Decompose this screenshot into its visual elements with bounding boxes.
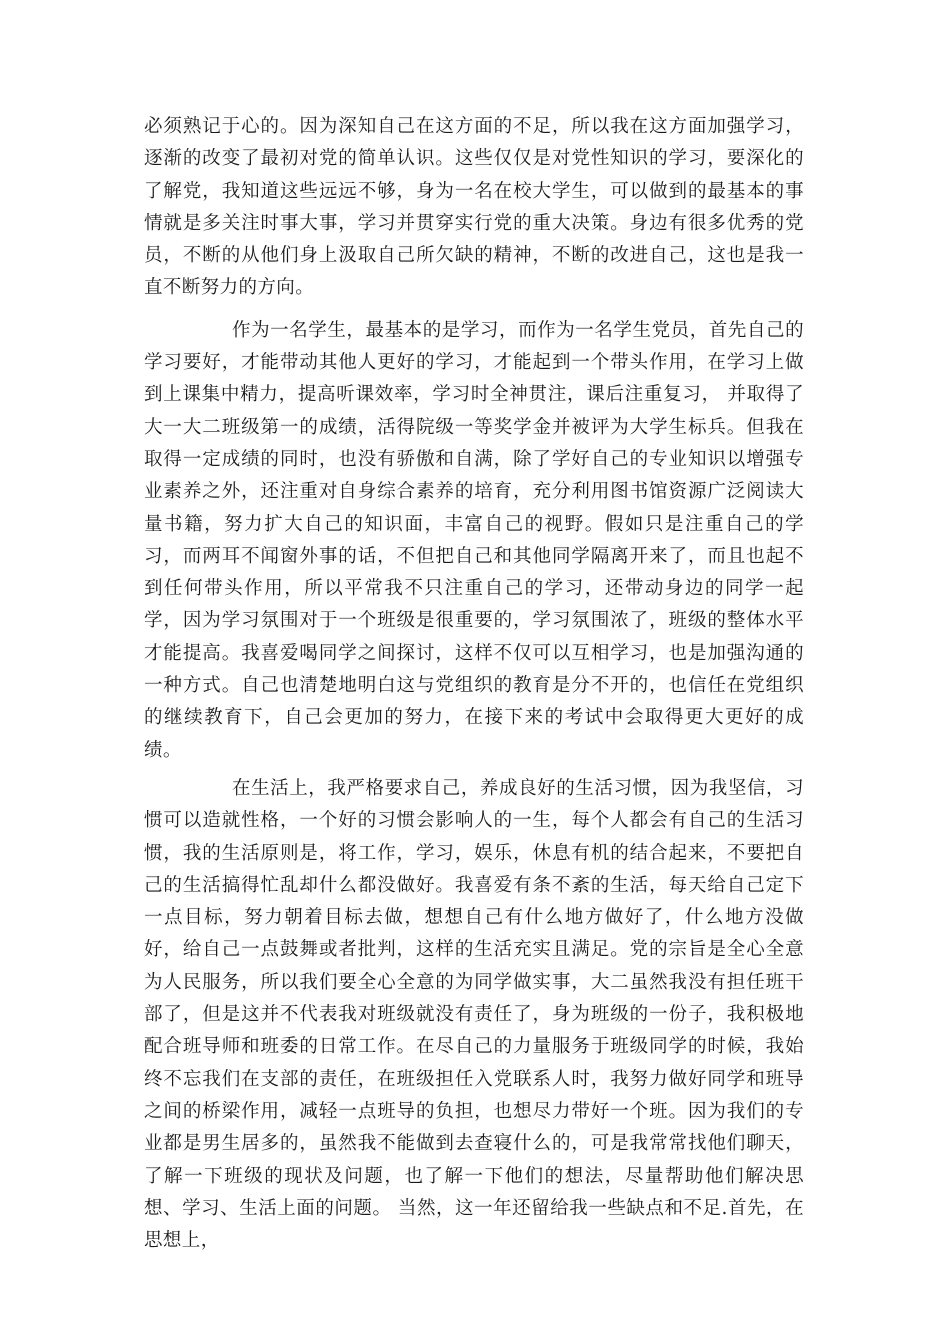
paragraph-study: 作为一名学生，最基本的是学习，而作为一名学生党员，首先自己的学习要好，才能带动其他人更好的学习，才能起到一个带头作用，在学习上做到上课集中精力，提高听课效率，学习时全神贯注，课后注重复习， 并取得了大一大二班级第一的成绩，活得院级一等奖学金并被评为大学生标兵。但我在取得一定成绩的同时，也没有骄傲和自满，除了学好自己的专业知识以增强专业素养之外，还注重对自身综合素养的培育，充分利用图书馆资源广泛阅读大量书籍，努力扩大自己的知识面，丰富自己的视野。假如只是注重自己的学习，而两耳不闻窗外事的话，不但把自己和其他同学隔离开来了，而且也起不到任何带头作用，所以平常我不只注重自己的学习，还带动身边的同学一起学，因为学习氛围对于一个班级是很重要的，学习氛围浓了，班级的整体水平才能提高。我喜爱喝同学之间探讨，这样不仅可以互相学习，也是加强沟通的一种方式。自己也清楚地明白这与党组织的教育是分不开的，也信任在党组织的继续教育下，自己会更加的努力，在接下来的考试中会取得更大更好的成绩。: [144, 319, 804, 761]
document-body: [144, 111, 804, 1257]
paragraph-life: 在生活上，我严格要求自己，养成良好的生活习惯，因为我坚信，习惯可以造就性格，一个好的习惯会影响人的一生，每个人都会有自己的生活习惯，我的生活原则是，将工作，学习，娱乐，休息有机的结合起来，不要把自己的生活搞得忙乱却什么都没做好。我喜爱有条不紊的生活，每天给自己定下一点目标，努力朝着目标去做，想想自己有什么地方做好了，什么地方没做好，给自己一点鼓舞或者批判，这样的生活充实且满足。党的宗旨是全心全意为人民服务，所以我们要全心全意的为同学做实事，大二虽然我没有担任班干部了，但是这并不代表我对班级就没有责任了，身为班级的一份子，我积极地配合班导师和班委的日常工作。在尽自己的力量服务于班级同学的时候，我始终不忘我们在支部的责任，在班级担任入党联系人时，我努力做好同学和班导之间的桥梁作用，减轻一点班导的负担，也想尽力带好一个班。因为我们的专业都是男生居多的，虽然我不能做到去查寝什么的，可是我常常找他们聊天，了解一下班级的现状及问题，也了解一下他们的想法，尽量帮助他们解决思想、学习、生活上面的问题。 当然，这一年还留给我一些缺点和不足.首先，在思想上，: [144, 777, 804, 1252]
paragraph-party-knowledge: 必须熟记于心的。因为深知自己在这方面的不足，所以我在这方面加强学习，逐渐的改变了最初对党的简单认识。这些仅仅是对党性知识的学习，要深化的了解党，我知道这些远远不够，身为一名在校大学生，可以做到的最基本的事情就是多关注时事大事，学习并贯穿实行党的重大决策。身边有很多优秀的党员，不断的从他们身上汲取自己所欠缺的精神，不断的改进自己，这也是我一直不断努力的方向。: [144, 116, 804, 299]
